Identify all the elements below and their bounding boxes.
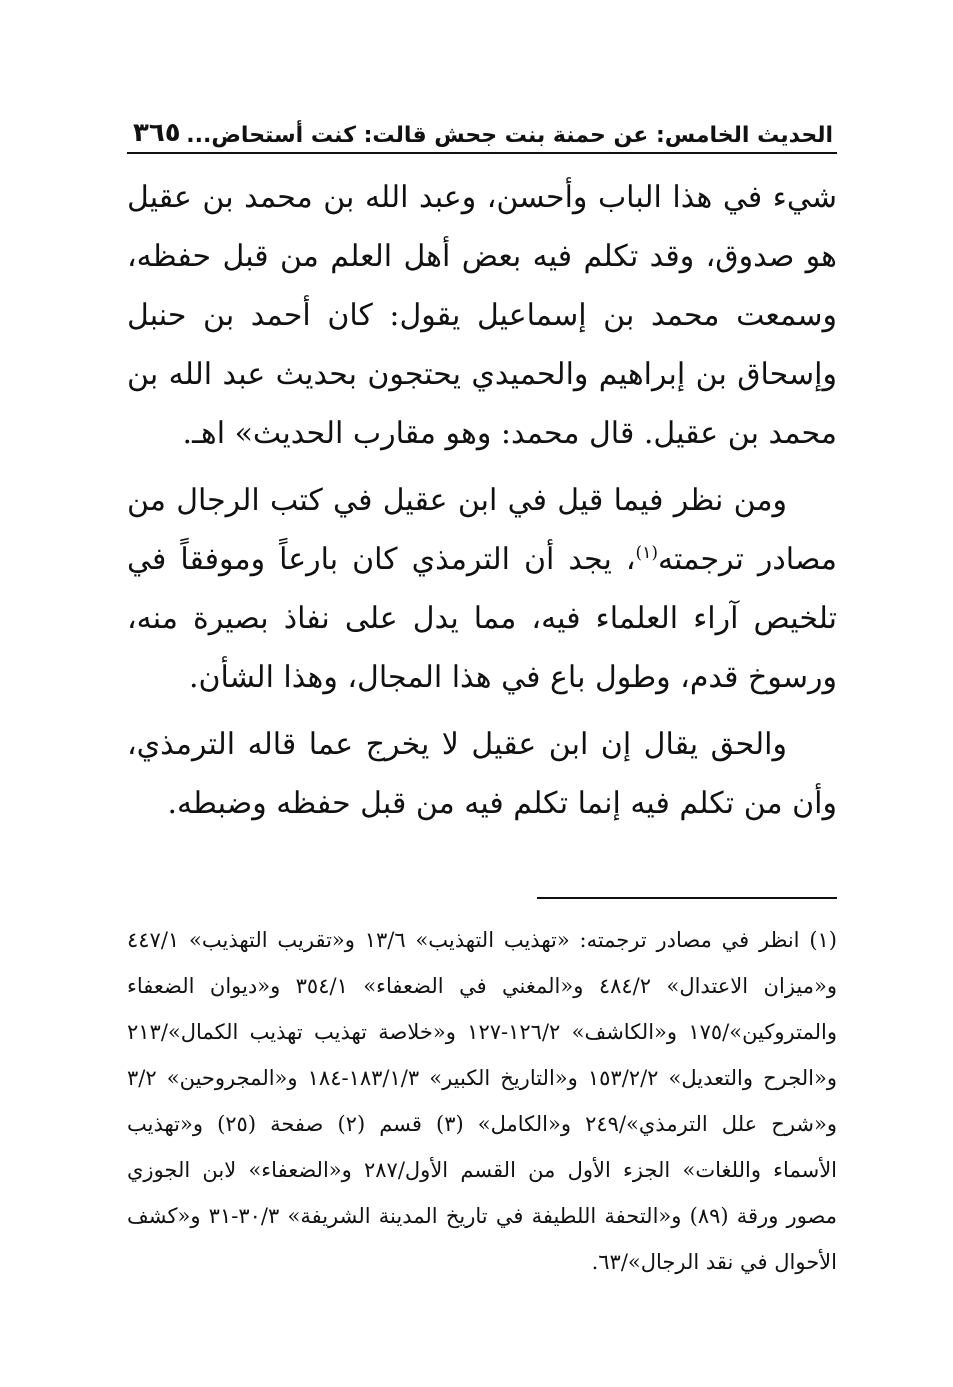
footnote-divider	[537, 897, 837, 899]
paragraph-3: والحق يقال إن ابن عقيل لا يخرج عما قاله الترمذي، وأن من تكلم فيه إنما تكلم فيه من قبل حفظه وضبطه.	[127, 727, 837, 821]
book-page	[127, 110, 837, 1285]
page-number: ٣٦٥	[133, 118, 181, 148]
paragraph-2-start: ومن نظر فيما قيل في ابن عقيل في كتب الرجال من مصادر ترجمته	[127, 483, 837, 577]
main-text	[127, 168, 837, 833]
running-title: الحديث الخامس: عن حمنة بنت جحش قالت: كنت أستحاض...	[186, 123, 833, 148]
page-header	[127, 110, 837, 154]
paragraph-1: شيء في هذا الباب وأحسن، وعبد الله بن محمد بن عقيل هو صدوق، وقد تكلم فيه بعض أهل العلم من قبل حفظه، وسمعت محمد بن إسماعيل يقول: كان أحمد بن حنبل وإسحاق بن إبراهيم والحميدي يحتجون بحديث عبد الله بن محمد بن عقيل. قال محمد: وهو مقارب الحديث» اهـ.	[127, 180, 837, 451]
footnote-text: (١) انظر في مصادر ترجمته: «تهذيب التهذيب» ١٣/٦ و«تقريب التهذيب» ٤٤٧/١ و«ميزان الاعتدال» ٤٨٤/٢ و«المغني في الضعفاء» ٣٥٤/١ و«ديوان الضعفاء والمتروكين»/١٧٥ و«الكاشف» ١٢٦/٢-١٢٧ و«خلاصة تهذيب تهذيب الكمال»/٢١٣ و«الجرح والتعديل» ١٥٣/٢/٢ و«التاريخ الكبير» ١٨٣/١/٣-١٨٤ و«المجروحين» ٣/٢ و«شرح علل الترمذي»/٢٤٩ و«الكامل» (٣) قسم (٢) صفحة (٢٥) و«تهذيب الأسماء واللغات» الجزء الأول من القسم الأول/٢٨٧ و«الضعفاء» لابن الجوزي مصور ورقة (٨٩) و«التحفة اللطيفة في تاريخ المدينة الشريفة» ٣٠/٣-٣١ و«كشف الأحوال في نقد الرجال»/٦٣.	[127, 928, 838, 1274]
paragraph-2	[127, 471, 837, 707]
footnote-marker: (١)	[635, 543, 658, 563]
paragraph-2-end: ، يجد أن الترمذي كان بارعاً وموفقاً في تلخيص آراء العلماء فيه، مما يدل على نفاذ بصيرة منه، ورسوخ قدم، وطول باع في هذا المجال، وهذا الشأن.	[127, 542, 837, 695]
